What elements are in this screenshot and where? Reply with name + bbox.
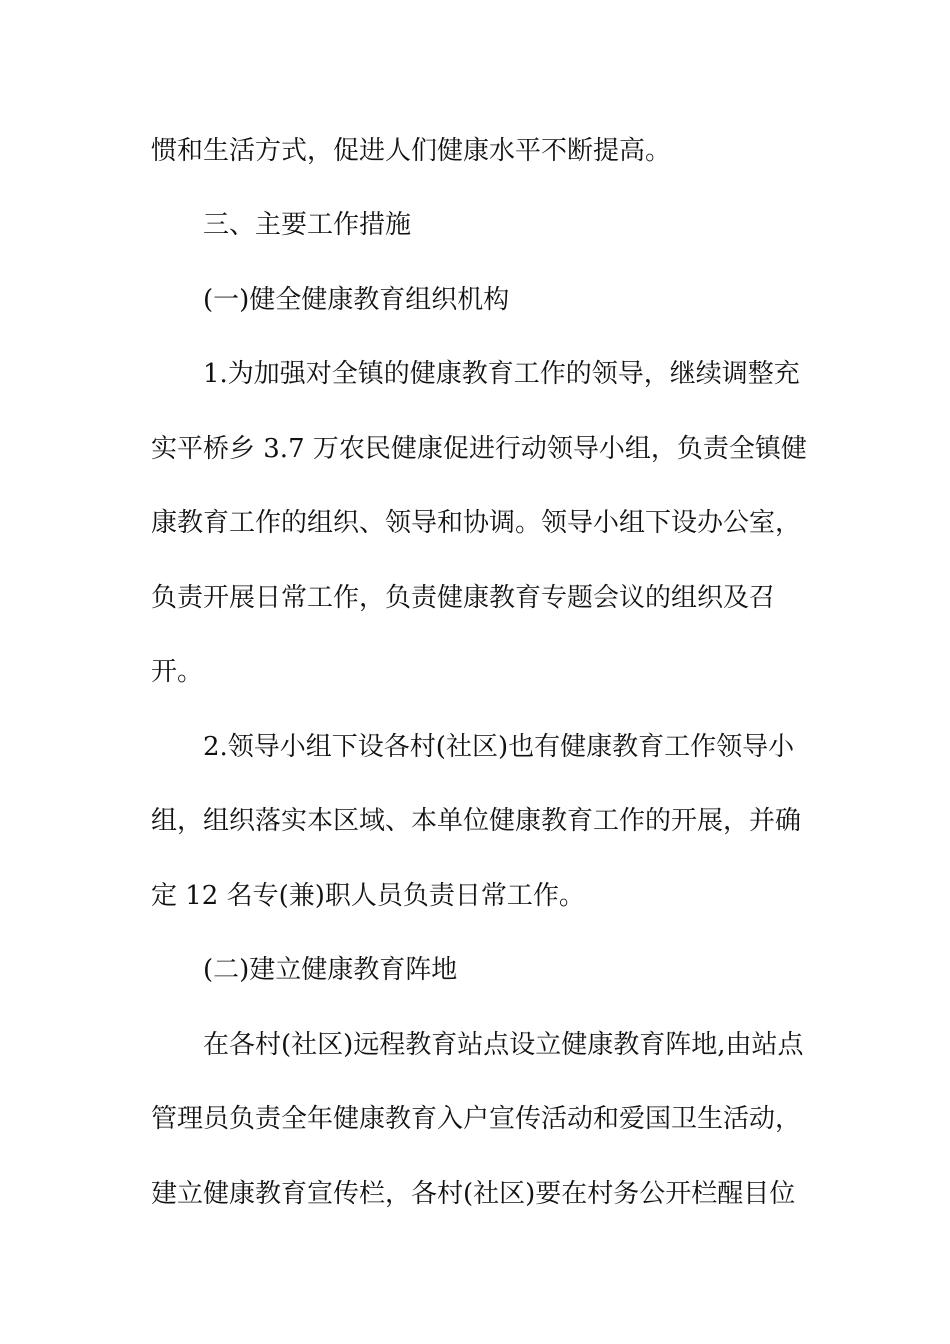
section-heading: 三、主要工作措施 (203, 210, 412, 240)
paragraph-line: 1.为加强对全镇的健康教育工作的领导，继续调整充 (203, 359, 800, 389)
paragraph-line: 定 12 名专(兼)职人员负责日常工作。 (151, 881, 585, 911)
paragraph-line: 在各村(社区)远程教育站点设立健康教育阵地,由站点 (203, 1030, 804, 1060)
paragraph-line: 管理员负责全年健康教育入户宣传活动和爱国卫生活动， (151, 1104, 802, 1134)
paragraph-line: 2.领导小组下设各村(社区)也有健康教育工作领导小 (203, 732, 795, 762)
paragraph-line: 实平桥乡 3.7 万农民健康促进行动领导小组，负责全镇健 (151, 434, 807, 464)
subsection-heading: (二)建立健康教育阵地 (203, 955, 458, 985)
paragraph-line: 康教育工作的组织、领导和协调。领导小组下设办公室， (151, 508, 802, 538)
paragraph-line: 开。 (151, 657, 204, 687)
paragraph-line: 组，组织落实本区域、本单位健康教育工作的开展，并确 (151, 806, 802, 836)
paragraph-continuation-line: 惯和生活方式，促进人们健康水平不断提高。 (151, 136, 672, 166)
paragraph-line: 负责开展日常工作，负责健康教育专题会议的组织及召 (151, 583, 776, 613)
subsection-heading: (一)健全健康教育组织机构 (203, 285, 510, 315)
paragraph-line: 建立健康教育宣传栏，各村(社区)要在村务公开栏醒目位 (151, 1179, 796, 1209)
